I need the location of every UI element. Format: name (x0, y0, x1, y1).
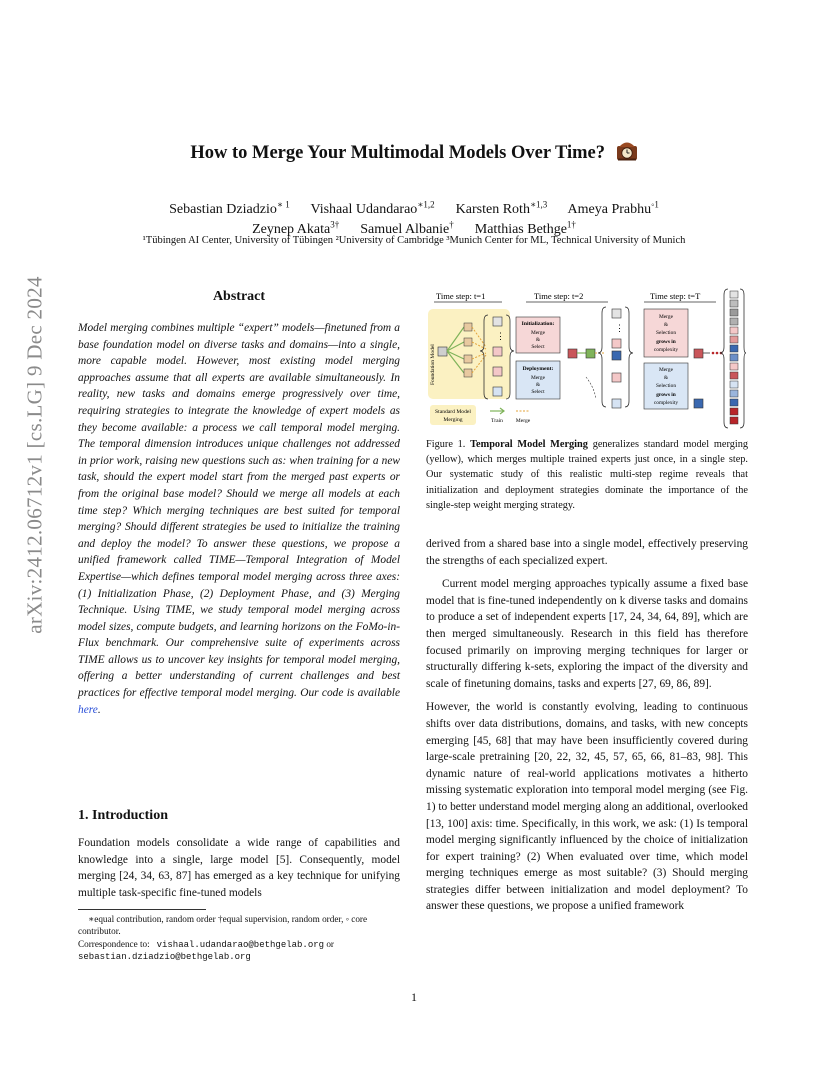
right-box-line: & (663, 322, 669, 328)
right-box-line: grows in (656, 392, 676, 398)
time-step-1-label: Time step: t=1 (436, 291, 486, 301)
email-link[interactable]: vishaal.udandarao@bethgelab.org (156, 939, 325, 950)
right-box-line: & (663, 375, 669, 381)
abstract-body: Model merging combines multiple “expert” models—finetuned from a base foundation model on diverse tasks and domains—into a single, more capable model. However, most existing model merging approaches assume that all experts are available simultaneously. In reality, new tasks and domains emerge progressively over time, requiring strategies to integrate the knowledge of expert models as they become available: a process we call temporal model merging. The temporal dimension introduces unique challenges not addressed in prior work, raising new questions such as: when training for a new task, should the expert model start from the merged past experts or from the original base model? Should we merge all models at each time step? Which merging techniques are best suited for temporal merging? Should different strategies be used to initialize the training and deploy the model? To answer these questions, we propose a unified framework called TIME—Temporal Integration of Model Expertise—which defines temporal model merging across three axes: (1) Initialization Phase, (2) Deployment Phase, and (3) Merging Technique. Using TIME, we study temporal model merging across model sizes, compute budgets, and learning horizons on the FoMo-in-Flux benchmark. Our comprehensive suite of experiments across TIME allows us to uncover key insights for temporal model merging, offering a better understanding of current challenges and best practices for effective temporal model merging. Our code is available here. (78, 322, 400, 716)
svg-text:⋮: ⋮ (615, 323, 624, 333)
right-box-line: Merge (659, 314, 673, 320)
paragraph: derived from a shared base into a single model, effectively preserving the strengths of each specialized expert. (426, 538, 748, 567)
right-box-line: grows in (656, 339, 676, 345)
init-line: & (535, 337, 541, 343)
caption-bold: Temporal Model Merging (470, 439, 588, 450)
foundation-model-label: Foundation Model (430, 344, 436, 385)
author: Ameya Prabhu$^{◦1}$ (567, 199, 659, 217)
footnotes (78, 913, 400, 964)
deployment-title: Deployment: (522, 366, 554, 372)
initialization-title: Initialization: (521, 321, 555, 327)
footnote-contribution: ∗equal contribution, random order †equal supervision, random order, ◦ core contributor. (78, 914, 368, 937)
legend-label: Merging (443, 417, 463, 423)
paragraph: However, the world is constantly evolving, leading to continuous shifts over data distributions, domains, and tasks, with new concepts emerging [45, 68] that may have been insufficiently covered during large-scale pretraining [20, 22, 32, 45, 57, 65, 66, 81–83, 98]. This dynamic nature of real-world applications motivates a hitherto missing systematic exploration into temporal model merging (see Fig. 1) to better understand model merging along an additional, overlooked [13, 100] axis: time. Specifically, in this work, we ask: (1) Is temporal model merging significantly influenced by the choice of initialization for expert training? (2) When evaluated over time, which model merging techniques emerge as most suitable? (3) Should merging strategies differ between initialization and model deployment? To answer these questions, we propose a unified framework (426, 701, 748, 913)
caption-label: Figure 1. (426, 439, 466, 450)
caption-text: generalizes standard model merging (yellow), which merges multiple trained experts just once, in a single step. Our systematic study of this realistic multi-step regime reveals that initialization and deployment strategies dominate the importance of the single-step weight merging strategy. (426, 439, 748, 511)
figure-1-diagram (426, 287, 746, 432)
right-box-line: Selection (655, 330, 677, 336)
author: Karsten Roth$^{∗1,3}$ (455, 199, 548, 217)
clock-icon (616, 141, 638, 167)
code-link[interactable]: here (78, 703, 98, 716)
email-link[interactable]: sebastian.dziadzio@bethgelab.org (78, 952, 251, 963)
time-step-2-label: Time step: t=2 (534, 291, 584, 301)
legend-label: Standard Model (435, 409, 471, 415)
footnote-divider (78, 909, 206, 910)
right-box-line: complexity (653, 400, 679, 406)
author: Vishaal Udandarao$^{∗1,2}$ (310, 199, 435, 217)
author: Matthias Bethge$^{1\dagger}$ (474, 219, 576, 237)
init-line: Merge (531, 330, 545, 336)
paper-title-text: How to Merge Your Multimodal Models Over Time? (190, 143, 606, 163)
time-step-T-label: Time step: t=T (650, 291, 701, 301)
intro-paragraph: Foundation models consolidate a wide range of capabilities and knowledge into a single, large model [5]. Consequently, model merging [24, 34, 63, 87] has emerged as a key technique for unifying multiple task-specific fine-tuned models (78, 837, 400, 899)
deploy-line: Merge (531, 375, 545, 381)
paper-title (0, 141, 828, 167)
footnote-correspondence: Correspondence to: vishaal.udandarao@bethgelab.org or (78, 938, 334, 950)
affiliations: ¹Tübingen AI Center, University of Tübingen ²University of Cambridge ³Munich Center for ML, Technical University of Munich (142, 235, 686, 246)
abstract-heading: Abstract (212, 289, 266, 304)
arxiv-identifier-text: arXiv:2412.06712v1 [cs.LG] 9 Dec 2024 (22, 276, 47, 634)
figure-caption (426, 437, 748, 513)
right-box-line: Merge (659, 367, 673, 373)
figure-1 (426, 287, 746, 432)
author: Sebastian Dziadzio$^{∗ 1}$ (169, 199, 290, 217)
svg-text:⋮: ⋮ (496, 331, 505, 341)
deploy-line: Select (531, 389, 545, 395)
author: Samuel Albanie† (360, 219, 454, 237)
right-box-line: Selection (655, 383, 677, 389)
arxiv-identifier (22, 276, 48, 634)
paragraph: Current model merging approaches typically assume a fixed base model that is fine-tuned independently on k diverse tasks and domains to produce a set of independent experts [17, 24, 34, 64, 89], which are then merged simultaneously. Research in this field has therefore focused primarily on improving merging techniques for larger or structurally differing k-sets, exploring the impact of the diversity and scale of finetuning domains, tasks and experts [27, 69, 86, 89]. (426, 578, 748, 690)
author: Zeynep Akata$^{3\dagger}$ (252, 219, 340, 237)
deploy-line: & (535, 382, 541, 388)
right-box-line: complexity (653, 347, 679, 353)
expert-stack (730, 291, 738, 424)
page-number: 1 (411, 990, 417, 1004)
legend-train-label: Train (491, 418, 503, 424)
right-column-body (426, 536, 748, 915)
legend-merge-label: Merge (515, 418, 531, 424)
init-line: Select (531, 344, 545, 350)
abstract-text: Model merging combines multiple “expert” models—finetuned from a base foundation model on diverse tasks and domains—into a single, more capable model. However, most existing model merging approaches assume that all experts are available simultaneously. In reality, new tasks and domains emerge progressively over time, requiring strategies to integrate the knowledge of expert models as they become available: a process we call temporal model merging. The temporal dimension introduces unique challenges not addressed in prior work, raising new questions such as: when training for a new task, should the expert model start from the merged past experts or from the original base model? Should we merge all models at each time step? Which merging techniques are best suited for temporal merging? Should different strategies be used to initialize the training and deploy the model? To answer these questions, we propose a unified framework called TIME—Temporal Integration of Model Expertise—which defines temporal model merging across three axes: (1) Initialization Phase, (2) Deployment Phase, and (3) Merging Technique. Using TIME, we study temporal model merging across model sizes, compute budgets, and learning horizons on the FoMo-in-Flux benchmark. Our comprehensive suite of experiments across TIME allows us to uncover key insights for temporal model merging, offering a better understanding of current challenges and best practices for effective temporal model merging. Our code is available (78, 322, 400, 700)
section-heading: 1. Introduction (78, 808, 168, 823)
